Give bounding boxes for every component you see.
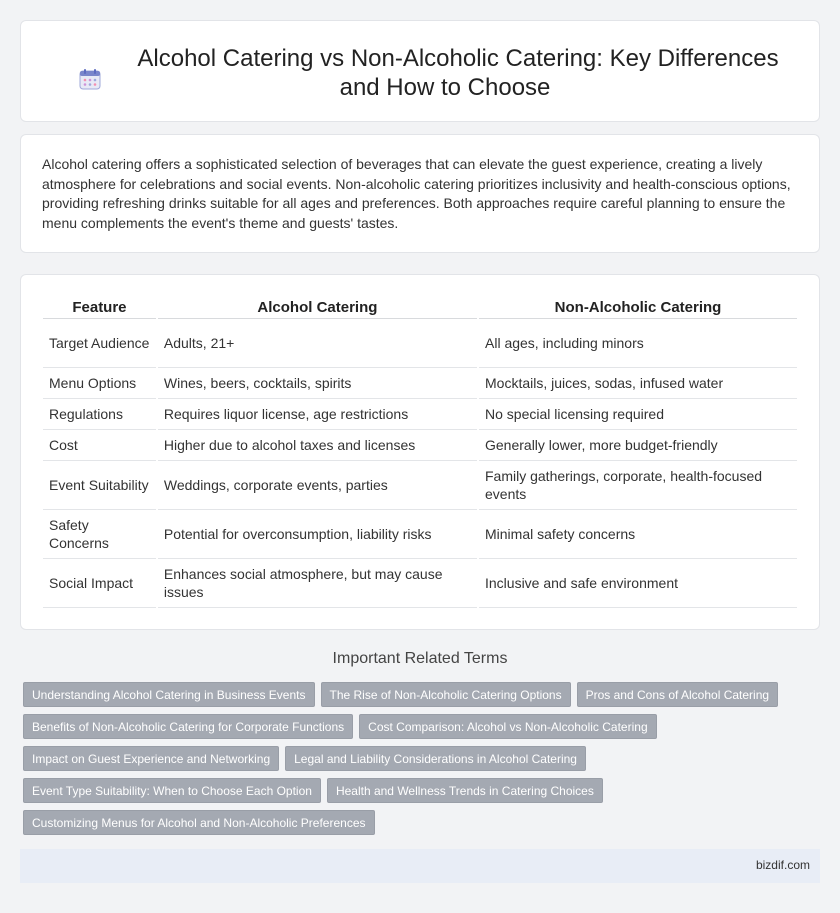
- related-term-link[interactable]: Pros and Cons of Alcohol Catering: [577, 682, 778, 707]
- intro-card: [20, 134, 820, 253]
- table-header-feature: Feature: [43, 297, 156, 319]
- table-cell-non-alcoholic: Minimal safety concerns: [479, 510, 797, 559]
- table-row: [43, 510, 797, 559]
- table-cell-feature: Menu Options: [43, 368, 156, 399]
- table-cell-feature: Target Audience: [43, 319, 156, 368]
- table-cell-non-alcoholic: All ages, including minors: [479, 319, 797, 368]
- footer: [20, 849, 820, 883]
- table-row: [43, 399, 797, 430]
- related-term-link[interactable]: Cost Comparison: Alcohol vs Non-Alcoholic Catering: [359, 714, 656, 739]
- table-row: [43, 319, 797, 368]
- intro-paragraph: Alcohol catering offers a sophisticated selection of beverages that can elevate the guest experience, creating a lively atmosphere for celebrations and social events. Non-alcoholic catering prioritizes inclusivity and health-conscious options, providing refreshing drinks suitable for all ages and preferences. Both approaches require careful planning to ensure the menu complements the event's theme and guests' tastes.: [42, 156, 791, 231]
- table-header-alcohol: Alcohol Catering: [158, 297, 477, 319]
- table-cell-non-alcoholic: Family gatherings, corporate, health-focused events: [479, 461, 797, 510]
- table-cell-feature: Cost: [43, 430, 156, 461]
- table-cell-non-alcoholic: Inclusive and safe environment: [479, 559, 797, 608]
- related-terms-title: Important Related Terms: [332, 650, 508, 667]
- table-row: [43, 461, 797, 510]
- related-term-link[interactable]: The Rise of Non-Alcoholic Catering Options: [321, 682, 571, 707]
- table-cell-feature: Safety Concerns: [43, 510, 156, 559]
- related-terms-list: [23, 682, 803, 842]
- table-cell-alcohol: Enhances social atmosphere, but may cause issues: [158, 559, 477, 608]
- table-row: [43, 559, 797, 608]
- table-cell-alcohol: Requires liquor license, age restrictions: [158, 399, 477, 430]
- related-term-link[interactable]: Impact on Guest Experience and Networking: [23, 746, 279, 771]
- related-term-link[interactable]: Event Type Suitability: When to Choose Each Option: [23, 778, 321, 803]
- header-card: [20, 20, 820, 122]
- table-cell-feature: Event Suitability: [43, 461, 156, 510]
- table-cell-alcohol: Potential for overconsumption, liability risks: [158, 510, 477, 559]
- table-cell-feature: Social Impact: [43, 559, 156, 608]
- table-cell-non-alcoholic: Generally lower, more budget-friendly: [479, 430, 797, 461]
- related-term-link[interactable]: Benefits of Non-Alcoholic Catering for Corporate Functions: [23, 714, 353, 739]
- table-row: [43, 430, 797, 461]
- table-cell-alcohol: Higher due to alcohol taxes and licenses: [158, 430, 477, 461]
- table-row: [43, 368, 797, 399]
- table-cell-feature: Regulations: [43, 399, 156, 430]
- related-term-link[interactable]: Understanding Alcohol Catering in Business Events: [23, 682, 315, 707]
- related-term-link[interactable]: Customizing Menus for Alcohol and Non-Alcoholic Preferences: [23, 810, 375, 835]
- comparison-table-card: [20, 274, 820, 630]
- footer-site-link[interactable]: bizdif.com: [755, 858, 810, 872]
- comparison-table: [41, 297, 799, 608]
- table-cell-non-alcoholic: No special licensing required: [479, 399, 797, 430]
- page-title: Alcohol Catering vs Non-Alcoholic Catering: Key Differences and How to Choose: [137, 45, 779, 101]
- table-header-non-alcoholic: Non-Alcoholic Catering: [479, 297, 797, 319]
- table-cell-alcohol: Adults, 21+: [158, 319, 477, 368]
- table-cell-alcohol: Wines, beers, cocktails, spirits: [158, 368, 477, 399]
- table-cell-non-alcoholic: Mocktails, juices, sodas, infused water: [479, 368, 797, 399]
- table-cell-alcohol: Weddings, corporate events, parties: [158, 461, 477, 510]
- related-term-link[interactable]: Health and Wellness Trends in Catering Choices: [327, 778, 603, 803]
- related-term-link[interactable]: Legal and Liability Considerations in Alcohol Catering: [285, 746, 586, 771]
- table-header-row: [43, 297, 797, 319]
